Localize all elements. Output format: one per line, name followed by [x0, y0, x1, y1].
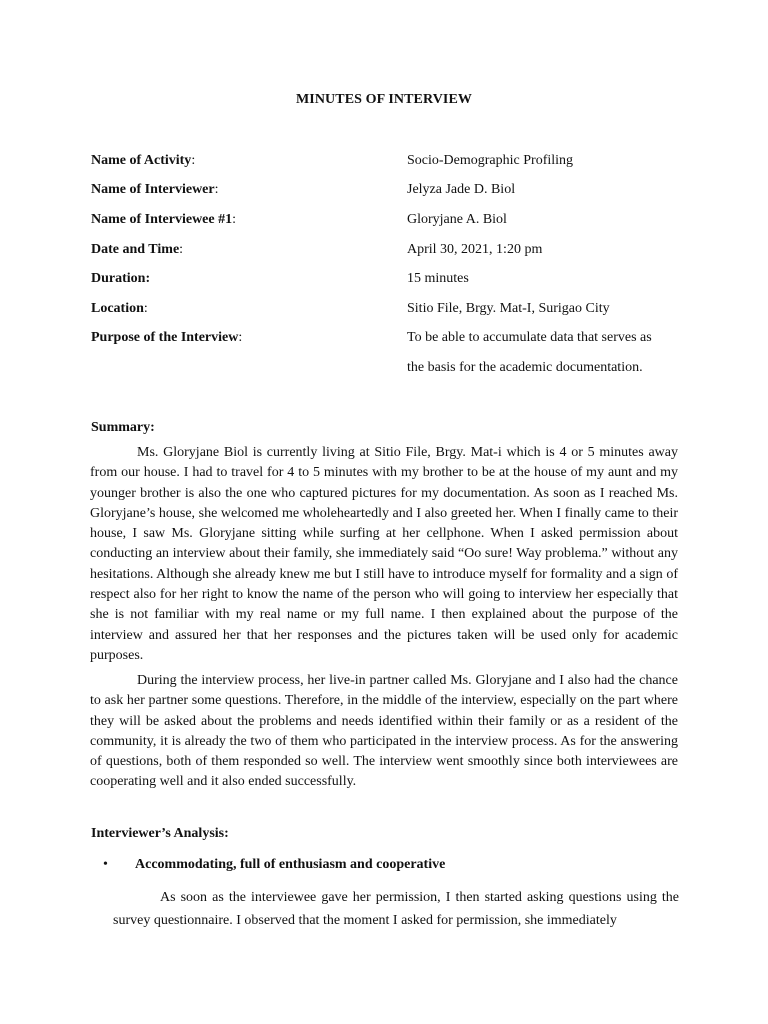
bullet-marker: •	[103, 857, 108, 872]
field-value-location: Sitio File, Brgy. Mat-I, Surigao City	[407, 301, 610, 316]
field-value-purpose-line1: To be able to accumulate data that serves as	[407, 330, 652, 345]
document-title: MINUTES OF INTERVIEW	[295, 92, 472, 107]
field-label-purpose: Purpose of the Interview:	[91, 330, 243, 345]
field-value-activity: Socio-Demographic Profiling	[407, 153, 574, 168]
field-label-location: Location:	[91, 301, 148, 316]
field-label-duration: Duration:	[91, 271, 151, 286]
field-value-purpose-line2: the basis for the academic documentation.	[407, 360, 643, 375]
field-value-interviewer: Jelyza Jade D. Biol	[407, 182, 516, 197]
analysis-paragraph: As soon as the interviewee gave her permission, I then started asking questions using the survey questionnaire. I observed that the moment I asked for permission, she immediately	[113, 890, 679, 928]
summary-paragraph-2: During the interview process, her live-in partner called Ms. Gloryjane and I also had the chance to ask her partner some questions. Therefore, in the middle of the interview, especially on the part where they will be asked about the problems and needs identified within their family or as a resident of the community, it is already the two of them who participated in the interview process. As for the answering of questions, both of them responded so well. The interview went smoothly since both interviewees are cooperating well and it also ended successfully.	[90, 673, 678, 790]
field-label-interviewee: Name of Interviewee #1:	[91, 212, 237, 227]
summary-heading: Summary:	[91, 420, 155, 435]
summary-paragraph-1: Ms. Gloryjane Biol is currently living at Sitio File, Brgy. Mat-i which is 4 or 5 minutes away from our house. I had to travel for 4 to 5 minutes with my brother to be at the house of my aunt and my younger brother is also the one who captured pictures for my documentation. As soon as I reached Ms. Gloryjane’s house, she welcomed me wholeheartedly and I also greeted her. When I finally came to their house, I saw Ms. Gloryjane sitting while surfing at her cellphone. When I asked permission about conducting an interview about their family, she immediately said “Oo sure! Way problema.” without any hesitations. Although she already knew me but I still have to introduce myself for formality and a sign of respect also for her right to know the name of the person who will going to interview her especially that she is not familiar with my real name or my full name. I then explained about the purpose of the interview and assured her that her responses and the pictures taken will be used only for academic purposes.	[90, 445, 678, 663]
field-value-duration: 15 minutes	[407, 271, 469, 286]
analysis-heading: Interviewer’s Analysis:	[91, 826, 229, 841]
field-label-date-time: Date and Time:	[91, 242, 184, 257]
field-value-date-time: April 30, 2021, 1:20 pm	[407, 242, 543, 257]
field-label-interviewer: Name of Interviewer:	[91, 182, 219, 197]
bullet-heading: Accommodating, full of enthusiasm and cooperative	[135, 857, 446, 872]
field-label-activity: Name of Activity:	[91, 153, 196, 168]
field-value-interviewee: Gloryjane A. Biol	[407, 212, 507, 227]
